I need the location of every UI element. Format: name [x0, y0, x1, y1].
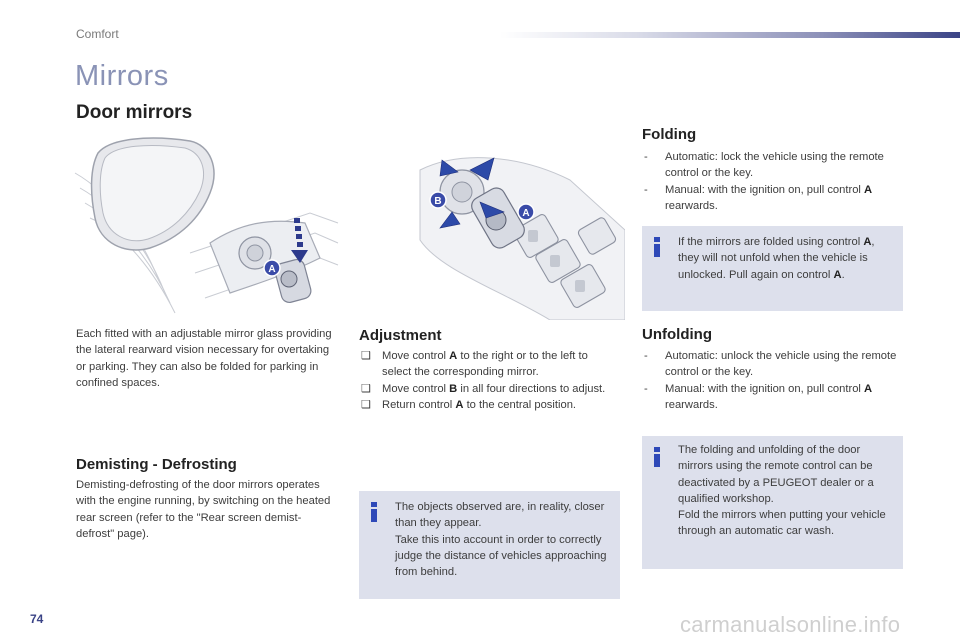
- folding-list: [642, 149, 904, 214]
- checkbox-bullet-icon: ❑: [361, 382, 372, 395]
- folding-item: - Automatic: lock the vehicle using the remote control or the key.: [644, 151, 884, 180]
- header-gradient-bar: [500, 32, 960, 38]
- unfolding-heading: Unfolding: [642, 326, 712, 343]
- page-title: Mirrors: [75, 60, 169, 92]
- info-box-unfolding: [642, 436, 903, 569]
- page-number: 74: [30, 612, 44, 626]
- door-mirrors-description: Each fitted with an adjustable mirror glass providing the lateral rearward vision necessary for overtaking or parking. They can also be folded for parking in confined spaces.: [76, 328, 332, 389]
- figure-label-b: B: [434, 196, 442, 207]
- mirror-control-illustration: [400, 150, 625, 320]
- checkbox-bullet-icon: ❑: [361, 350, 372, 362]
- mirror-folding-illustration: [70, 133, 340, 318]
- info-text-line: Fold the mirrors when putting your vehicle through an automatic car wash.: [678, 509, 886, 538]
- section-label: Comfort: [76, 27, 119, 41]
- info-box-folding: If the mirrors are folded using control A, they will not unfold when the vehicle is unlocked. Pull again on control A.: [642, 226, 903, 311]
- info-text-line: The objects observed are, in reality, closer than they appear.: [395, 501, 605, 530]
- demisting-heading: Demisting - Defrosting: [76, 456, 237, 473]
- demisting-text: Demisting-defrosting of the door mirrors operates with the engine running, by switching on the heated rear screen (refer to the "Rear screen demist-defrost" page).: [76, 479, 331, 540]
- watermark: carmanualsonline.info: [680, 612, 901, 637]
- door-mirrors-heading: Door mirrors: [76, 102, 193, 123]
- info-text-line: Take this into account in order to correctly judge the distance of vehicles approaching from behind.: [395, 533, 607, 579]
- adjustment-step: ❑ Move control B in all four directions to adjust.: [359, 381, 619, 397]
- info-text-line: The folding and unfolding of the door mirrors using the remote control can be deactivated by a PEUGEOT dealer or a qualified workshop.: [678, 444, 874, 505]
- checkbox-bullet-icon: ❑: [361, 398, 372, 411]
- info-icon: [654, 237, 660, 257]
- figure-label-a-2: A: [522, 208, 530, 219]
- unfolding-item: - Manual: with the ignition on, pull control A rearwards.: [644, 382, 873, 411]
- adjustment-heading: Adjustment: [359, 327, 442, 344]
- folding-item: - Manual: with the ignition on, pull control A rearwards.: [644, 183, 873, 212]
- info-box-mirror-distance: [359, 491, 620, 599]
- folding-heading: Folding: [642, 126, 697, 143]
- unfolding-item: - Automatic: unlock the vehicle using the remote control or the key.: [644, 350, 897, 379]
- adjustment-list: [359, 348, 619, 413]
- adjustment-step: ❑ Return control A to the central position.: [359, 397, 619, 413]
- info-icon: [654, 447, 660, 467]
- info-icon: [371, 502, 377, 522]
- figure-label-a: A: [268, 264, 276, 275]
- adjustment-step: ❑ Move control A to the right or to the left to select the corresponding mirror.: [361, 350, 588, 379]
- unfolding-list: [642, 348, 904, 413]
